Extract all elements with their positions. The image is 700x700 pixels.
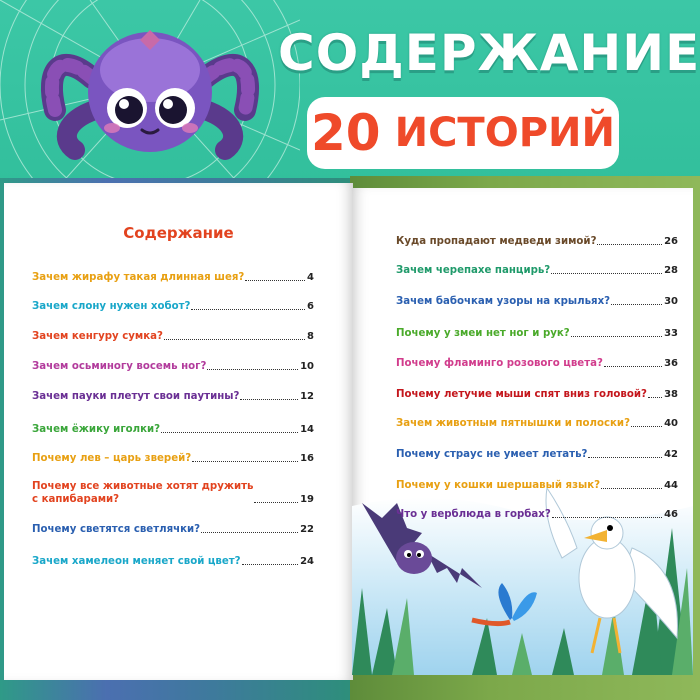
toc-leader-dots xyxy=(597,244,662,245)
toc-entry xyxy=(32,423,314,436)
stories-count-word: ИСТОРИЙ xyxy=(394,110,615,156)
toc-entry-title: Что у верблюда в горбах? xyxy=(396,509,551,520)
toc-leader-dots xyxy=(254,502,298,503)
toc-leader-dots xyxy=(191,309,305,310)
toc-entry-title: Зачем ёжику иголки? xyxy=(32,424,161,435)
toc-leader-dots xyxy=(571,336,662,337)
toc-leader-dots xyxy=(648,397,662,398)
toc-entry-page: 6 xyxy=(307,301,314,312)
toc-entry-title: Почему у змеи нет ног и рук? xyxy=(396,328,570,339)
toc-entry xyxy=(396,327,678,340)
toc-entry-title: Зачем осьминогу восемь ног? xyxy=(32,361,207,372)
toc-entry-title: Зачем слону нужен хобот? xyxy=(32,301,191,312)
toc-entry xyxy=(32,480,314,506)
toc-leader-dots xyxy=(601,488,662,489)
toc-leader-dots xyxy=(201,532,298,533)
toc-entry xyxy=(396,235,678,248)
toc-entry xyxy=(396,448,678,461)
toc-entry xyxy=(396,508,678,521)
toc-entry-page: 14 xyxy=(300,424,314,435)
stories-count-badge xyxy=(307,97,619,169)
toc-entry-page: 28 xyxy=(664,265,678,276)
toc-entry-title: Почему у кошки шершавый язык? xyxy=(396,480,601,491)
left-page xyxy=(4,183,353,680)
toc-entry-page: 38 xyxy=(664,389,678,400)
toc-entry-title: Зачем жирафу такая длинная шея? xyxy=(32,272,245,283)
page-title: СОДЕРЖАНИЕ xyxy=(278,24,700,82)
toc-leader-dots xyxy=(551,273,662,274)
toc-leader-dots xyxy=(161,432,298,433)
toc-entry-page: 36 xyxy=(664,358,678,369)
toc-leader-dots xyxy=(192,461,298,462)
toc-entry-page: 19 xyxy=(300,494,314,505)
toc-entry-title: Зачем черепахе панцирь? xyxy=(396,265,551,276)
toc-entry-title: Куда пропадают медведи зимой? xyxy=(396,236,597,247)
toc-entry xyxy=(32,555,314,568)
toc-leader-dots xyxy=(611,304,662,305)
toc-entry xyxy=(396,264,678,277)
toc-entry xyxy=(32,523,314,536)
toc-entry-page: 22 xyxy=(300,524,314,535)
toc-entry-title: Почему страус не умеет летать? xyxy=(396,449,588,460)
toc-leader-dots xyxy=(552,517,662,518)
toc-entry-title: Почему лев – царь зверей? xyxy=(32,453,192,464)
toc-entry xyxy=(32,300,314,313)
toc-entry-title: Зачем животным пятнышки и полоски? xyxy=(396,418,630,429)
toc-entry-page: 4 xyxy=(307,272,314,283)
toc-entry-page: 26 xyxy=(664,236,678,247)
toc-entry-page: 30 xyxy=(664,296,678,307)
toc-entry-page: 12 xyxy=(300,391,314,402)
toc-leader-dots xyxy=(245,280,305,281)
toc-entry-title: Почему светятся светлячки? xyxy=(32,524,201,535)
header-band xyxy=(0,0,700,185)
toc-entry xyxy=(396,417,678,430)
toc-leader-dots xyxy=(631,426,662,427)
toc-entry-page: 40 xyxy=(664,418,678,429)
toc-entry-title: Почему все животные хотят дружить с капибарами? xyxy=(32,481,254,505)
toc-entry-page: 10 xyxy=(300,361,314,372)
toc-entry-title: Почему летучие мыши спят вниз головой? xyxy=(396,389,647,400)
toc-entry-title: Зачем пауки плетут свои паутины? xyxy=(32,391,240,402)
toc-entry-page: 42 xyxy=(664,449,678,460)
toc-leader-dots xyxy=(207,369,298,370)
toc-entry xyxy=(32,390,314,403)
toc-leader-dots xyxy=(588,457,662,458)
toc-leader-dots xyxy=(604,366,662,367)
toc-entry-title: Зачем бабочкам узоры на крыльях? xyxy=(396,296,611,307)
toc-entry-page: 46 xyxy=(664,509,678,520)
right-page xyxy=(352,188,693,675)
toc-entry-page: 24 xyxy=(300,556,314,567)
toc-entry-page: 33 xyxy=(664,328,678,339)
toc-entry-title: Зачем хамелеон меняет свой цвет? xyxy=(32,556,241,567)
toc-entry-page: 8 xyxy=(307,331,314,342)
toc-leader-dots xyxy=(242,564,298,565)
toc-entry xyxy=(32,330,314,343)
toc-entry-page: 44 xyxy=(664,480,678,491)
toc-entry xyxy=(396,479,678,492)
toc-entry-title: Зачем кенгуру сумка? xyxy=(32,331,163,342)
toc-entry xyxy=(32,452,314,465)
toc-leader-dots xyxy=(164,339,305,340)
toc-entry xyxy=(32,271,314,284)
toc-heading: Содержание xyxy=(123,224,234,242)
spider-illustration xyxy=(0,0,300,185)
toc-entry-title: Почему фламинго розового цвета? xyxy=(396,358,603,369)
toc-leader-dots xyxy=(240,399,298,400)
toc-entry xyxy=(396,295,678,308)
toc-entry xyxy=(32,360,314,373)
toc-entry-page: 16 xyxy=(300,453,314,464)
toc-entry xyxy=(396,357,678,370)
toc-entry xyxy=(396,388,678,401)
stories-count-number: 20 xyxy=(311,104,381,162)
animals-illustration xyxy=(352,188,693,675)
